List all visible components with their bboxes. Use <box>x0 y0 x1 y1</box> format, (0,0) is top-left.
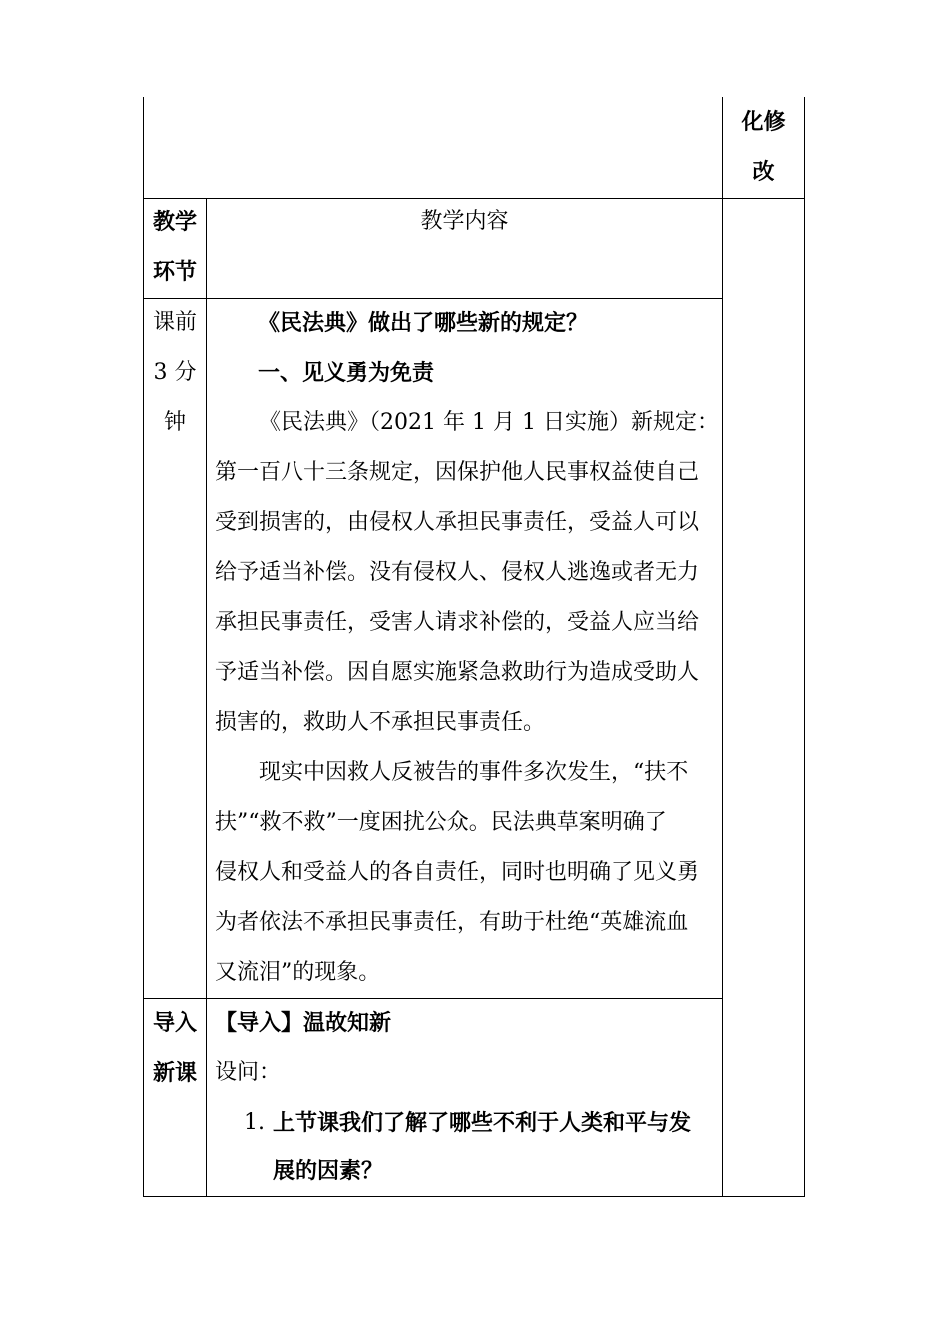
intro-heading: 【导入】温故知新 <box>215 1010 392 1036</box>
question-number: 1. <box>244 1110 265 1135</box>
table-right-border <box>804 97 805 1197</box>
paragraph-line: 《民法典》（2021 年 1 月 1 日实施）新规定： <box>259 410 719 435</box>
table-col-divider-1 <box>206 198 207 1197</box>
intro-stage-line1: 导入 <box>152 1010 197 1036</box>
paragraph-line: 损害的，救助人不承担民事责任。 <box>215 710 546 735</box>
question-line2: 展的因素？ <box>273 1158 384 1184</box>
paragraph-line: 受到损害的，由侵权人承担民事责任，受益人可以 <box>215 510 700 535</box>
pre-class-stage-line1: 课前 <box>152 310 197 335</box>
content-header: 教学内容 <box>420 209 509 234</box>
paragraph-line: 予适当补偿。因自愿实施紧急救助行为造成受助人 <box>215 660 700 685</box>
revision-header-line1: 化修 <box>741 109 786 135</box>
question-line1: 上节课我们了解了哪些不利于人类和平与发 <box>273 1110 692 1136</box>
table-col-divider-2 <box>722 97 723 1197</box>
paragraph-line: 又流泪”的现象。 <box>215 960 381 985</box>
paragraph-line: 侵权人和受益人的各自责任，同时也明确了见义勇 <box>215 860 700 885</box>
pre-class-stage-line3: 钟 <box>163 410 186 435</box>
pre-class-subtitle: 一、见义勇为免责 <box>258 360 435 386</box>
pre-class-title: 《民法典》做出了哪些新的规定？ <box>258 310 589 336</box>
stage-header-line1: 教学 <box>152 209 197 235</box>
pre-class-stage-line2: 3 分 <box>153 360 197 385</box>
paragraph-line: 为者依法不承担民事责任，有助于杜绝“英雄流血 <box>215 910 689 935</box>
paragraph-line: 第一百八十三条规定，因保护他人民事权益使自己 <box>215 460 700 485</box>
table-bottom-border <box>143 1196 805 1197</box>
revision-header-line2: 改 <box>752 159 775 185</box>
stage-header-line2: 环节 <box>152 259 197 285</box>
civil-code-paragraph <box>215 398 719 748</box>
intro-prompt: 设问： <box>215 1060 282 1085</box>
reality-paragraph <box>215 748 715 998</box>
intro-stage-line2: 新课 <box>152 1060 197 1086</box>
paragraph-line: 扶”“救不救”一度困扰公众。民法典草案明确了 <box>215 810 667 835</box>
paragraph-line: 现实中因救人反被告的事件多次发生，“扶不 <box>259 760 689 785</box>
paragraph-line: 给予适当补偿。没有侵权人、侵权人逃逸或者无力 <box>215 560 700 585</box>
paragraph-line: 承担民事责任，受害人请求补偿的，受益人应当给 <box>215 610 700 635</box>
